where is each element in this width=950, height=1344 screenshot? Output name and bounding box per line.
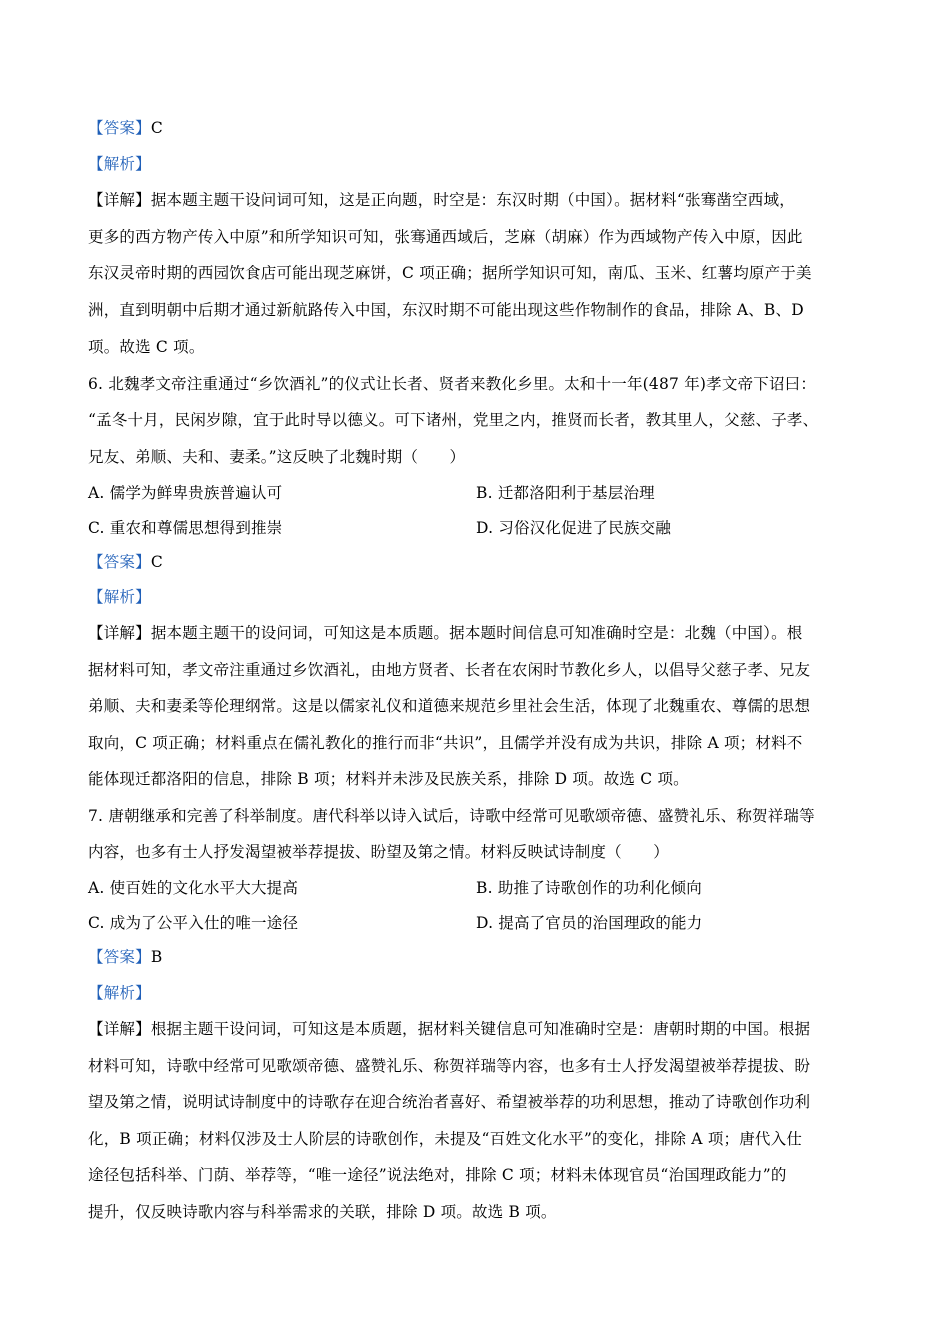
q7-analysis-line [88,982,868,1004]
q5-analysis-line [88,153,868,175]
answer-value: B [150,948,163,966]
q5-detail-line-3: 东汉灵帝时期的西园饮食店可能出现芝麻饼，C 项正确；据所学知识可知，南瓜、玉米、红薯均原产于美 [88,264,812,282]
q6-answer-line [88,551,868,573]
q7-option-c: C. 成为了公平入仕的唯一途径 [88,914,299,932]
q5-detail-line-4: 洲，直到明朝中后期才通过新航路传入中国，东汉时期不可能出现这些作物制作的食品，排除 A、B、D [88,301,804,319]
q6-detail-line-3: 弟顺、夫和妻柔等伦理纲常。这是以儒家礼仪和道德来规范乡里社会生活，体现了北魏重农、尊儒的思想 [88,697,811,715]
q5-answer-line [88,117,868,139]
q6-stem-line-1: 6. 北魏孝文帝注重通过“乡饮酒礼”的仪式让长者、贤者来教化乡里。太和十一年(487 年)孝文帝下诏曰： [88,375,817,393]
q7-option-a: A. 使百姓的文化水平大大提高 [88,879,299,897]
detail-text: 据本题主题干设问词可知，这是正向题，时空是：东汉时期（中国）。据材料“张骞凿空西域， [150,191,795,209]
q6-option-c: C. 重农和尊儒思想得到推崇 [88,519,283,537]
q7-stem-line-2: 内容，也多有士人抒发渴望被举荐提拔、盼望及第之情。材料反映试诗制度（ ） [88,843,669,861]
analysis-tag: 【解析】 [88,588,151,606]
answer-tag: 【答案】 [88,948,151,966]
q6-option-a: A. 儒学为鲜卑贵族普遍认可 [88,484,283,502]
q7-answer-line [88,946,868,968]
answer-tag: 【答案】 [88,119,151,137]
detail-tag: 【详解】 [88,191,151,209]
answer-value: C [150,553,163,571]
q6-detail-line-2: 据材料可知，孝文帝注重通过乡饮酒礼，由地方贤者、长者在农闲时节教化乡人，以倡导父慈子孝、兄友 [88,661,811,679]
q6-stem-line-2: “孟冬十月，民闲岁隙，宜于此时导以德义。可下诸州，党里之内，推贤而长者，教其里人，父慈、子孝、 [88,411,819,429]
q6-detail-line-4: 取向，C 项正确；材料重点在儒礼教化的推行而非“共识”，且儒学并没有成为共识，排除 A 项；材料不 [88,734,803,752]
q7-detail-line-6: 提升，仅反映诗歌内容与科举需求的关联，排除 D 项。故选 B 项。 [88,1203,557,1221]
answer-value: C [150,119,163,137]
answer-tag: 【答案】 [88,553,151,571]
q6-analysis-line [88,586,868,608]
q7-stem-line-1: 7. 唐朝继承和完善了科举制度。唐代科举以诗入试后，诗歌中经常可见歌颂帝德、盛赞礼乐、称贺祥瑞等 [88,807,815,825]
detail-text: 根据主题干设问词，可知这是本质题，据材料关键信息可知准确时空是：唐朝时期的中国。根据 [150,1020,811,1038]
q7-detail-line-3: 望及第之情，说明试诗制度中的诗歌存在迎合统治者喜好、希望被举荐的功利思想，推动了诗歌创作功利 [88,1093,811,1111]
q6-detail-line-5: 能体现迁都洛阳的信息，排除 B 项；材料并未涉及民族关系，排除 D 项。故选 C 项。 [88,770,689,788]
q5-detail-line-2: 更多的西方物产传入中原”和所学知识可知，张骞通西域后，芝麻（胡麻）作为西域物产传入中原，因此 [88,228,803,246]
q6-option-b: B. 迁都洛阳利于基层治理 [476,484,655,502]
q6-option-d: D. 习俗汉化促进了民族交融 [476,519,672,537]
analysis-tag: 【解析】 [88,155,151,173]
q7-detail-line-5: 途径包括科举、门荫、举荐等，“唯一途径”说法绝对，排除 C 项；材料未体现官员“治国理政能力”的 [88,1166,787,1184]
q5-detail-line-1 [88,189,868,211]
analysis-tag: 【解析】 [88,984,151,1002]
q7-detail-line-4: 化，B 项正确；材料仅涉及士人阶层的诗歌创作，未提及“百姓文化水平”的变化，排除 A 项；唐代入仕 [88,1130,803,1148]
q6-stem-line-3: 兄友、弟顺、夫和、妻柔。”这反映了北魏时期（ ） [88,448,466,466]
q5-detail-line-5: 项。故选 C 项。 [88,338,205,356]
q6-detail-line-1 [88,622,868,644]
detail-text: 据本题主题干的设问词，可知这是本质题。据本题时间信息可知准确时空是：北魏（中国）。根 [150,624,803,642]
q7-detail-line-1 [88,1018,868,1040]
q7-option-b: B. 助推了诗歌创作的功利化倾向 [476,879,702,897]
detail-tag: 【详解】 [88,1020,151,1038]
detail-tag: 【详解】 [88,624,151,642]
q7-option-d: D. 提高了官员的治国理政的能力 [476,914,703,932]
q7-detail-line-2: 材料可知，诗歌中经常可见歌颂帝德、盛赞礼乐、称贺祥瑞等内容，也多有士人抒发渴望被举荐提拔、盼 [88,1057,811,1075]
